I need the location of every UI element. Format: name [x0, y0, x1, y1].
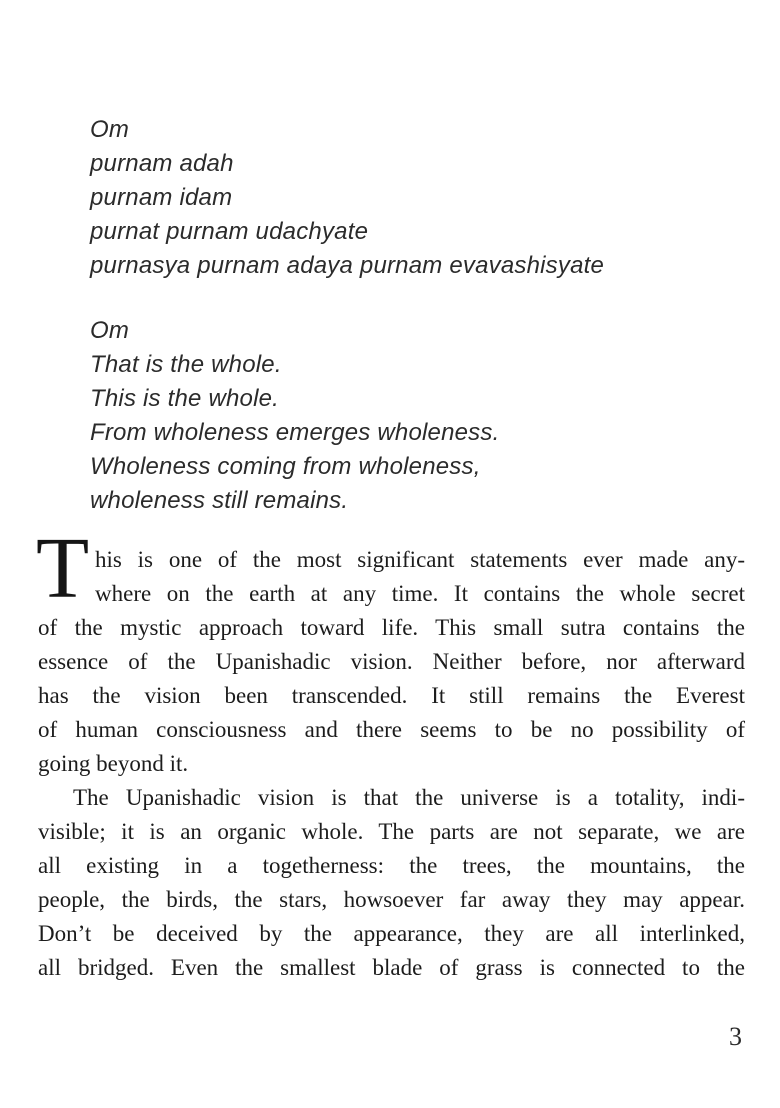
verse-line: Wholeness coming from wholeness,: [90, 453, 481, 480]
body-line: going beyond it.: [38, 751, 189, 776]
body-line: Don’t be deceived by the appearance, they are all interlinked,: [38, 921, 745, 946]
body-line: people, the birds, the stars, howsoever far away they may appear.: [38, 887, 745, 912]
body-text: [38, 543, 745, 985]
sanskrit-mantra-verse: [90, 113, 604, 283]
verse-line: From wholeness emerges wholeness.: [90, 419, 500, 446]
verse-line: purnam idam: [90, 184, 233, 211]
body-line: has the vision been transcended. It still remains the Everest: [38, 683, 745, 708]
body-line: essence of the Upanishadic vision. Neither before, nor afterward: [38, 649, 745, 674]
body-line: of human consciousness and there seems to be no possibility of: [38, 717, 745, 742]
body-line: visible; it is an organic whole. The parts are not separate, we are: [38, 819, 745, 844]
verse-line: Om: [90, 317, 130, 344]
verse-line: wholeness still remains.: [90, 487, 349, 514]
body-line: all existing in a togetherness: the trees, the mountains, the: [38, 853, 745, 878]
verse-line: Om: [90, 116, 130, 143]
body-line: The Upanishadic vision is that the universe is a totality, indi-: [73, 785, 745, 810]
body-line: all bridged. Even the smallest blade of grass is connected to the: [38, 955, 745, 980]
verse-line: purnat purnam udachyate: [90, 218, 369, 245]
drop-cap: T: [36, 519, 90, 616]
body-line: of the mystic approach toward life. This small sutra contains the: [38, 615, 745, 640]
verse-line: purnam adah: [90, 150, 234, 177]
body-line: his is one of the most significant statements ever made any-: [95, 547, 745, 572]
verse-line: purnasya purnam adaya purnam evavashisyate: [90, 252, 605, 279]
page-number: 3: [729, 1022, 742, 1051]
verse-line: That is the whole.: [90, 351, 282, 378]
verse-line: This is the whole.: [90, 385, 280, 412]
body-line: where on the earth at any time. It contains the whole secret: [95, 581, 745, 606]
mantra-translation-verse: [90, 314, 499, 518]
